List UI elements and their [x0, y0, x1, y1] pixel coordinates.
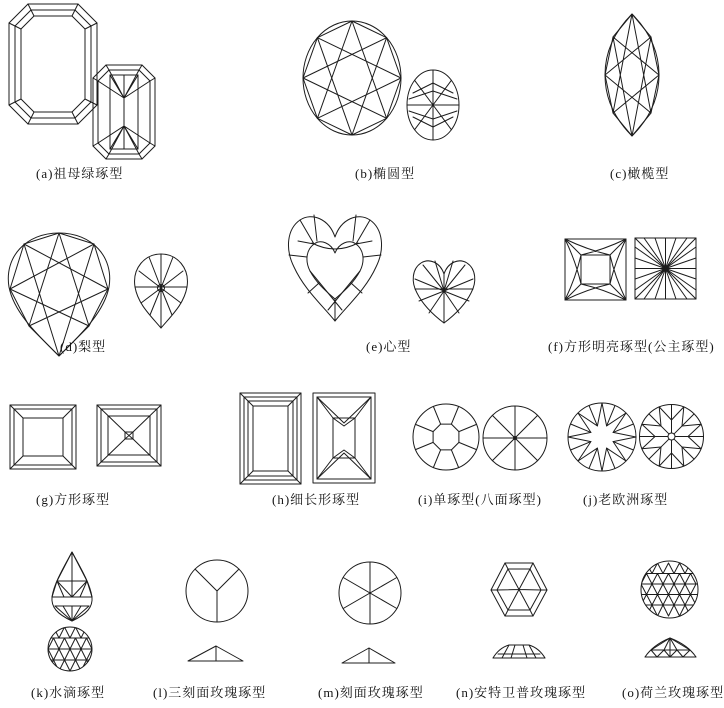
caption-oval-cut: (b)椭圆型 — [355, 166, 416, 181]
facet-rose-top-view — [338, 561, 402, 625]
heart-cut-crown-view — [284, 211, 386, 323]
single-cut-pavilion-view — [481, 404, 549, 472]
antwerp-rose-top-view — [490, 562, 548, 617]
baguette-cut-crown-view — [239, 392, 302, 485]
briolette-side-view — [46, 551, 97, 622]
briolette-top-view — [47, 626, 93, 672]
emerald-cut-pavilion-view — [92, 64, 156, 160]
caption-heart-cut: (e)心型 — [366, 339, 412, 354]
three-facet-rose-top-view — [185, 559, 249, 623]
caption-old-european-cut: (j)老欧洲琢型 — [583, 492, 669, 507]
caption-three-facet-rose: (l)三刻面玫瑰琢型 — [153, 685, 267, 700]
heart-cut-pavilion-view — [411, 257, 477, 325]
emerald-cut-crown-view — [8, 3, 98, 125]
baguette-cut-pavilion-view — [312, 392, 377, 485]
three-facet-rose-side-view — [187, 645, 244, 663]
caption-briolette-cut: (k)水滴琢型 — [31, 685, 106, 700]
facet-rose-side-view — [341, 646, 396, 664]
dutch-rose-top-view — [640, 560, 699, 619]
caption-baguette-cut: (h)细长形琢型 — [272, 492, 361, 507]
caption-single-cut: (i)单琢型(八面琢型) — [418, 492, 542, 507]
caption-facet-rose: (m)刻面玫瑰琢型 — [318, 685, 424, 700]
square-cut-pavilion-view — [96, 404, 162, 468]
caption-marquise-cut: (c)橄榄型 — [610, 166, 670, 181]
princess-cut-crown-view — [564, 238, 628, 302]
old-european-cut-crown-view — [567, 402, 637, 472]
dutch-rose-side-view — [644, 636, 697, 658]
single-cut-crown-view — [411, 402, 481, 472]
caption-emerald-cut: (a)祖母绿琢型 — [36, 166, 124, 181]
marquise-cut-crown-view — [604, 13, 660, 137]
square-cut-crown-view — [9, 404, 77, 470]
caption-square-cut: (g)方形琢型 — [36, 492, 111, 507]
caption-pear-cut: (d)梨型 — [60, 339, 107, 354]
oval-cut-pavilion-view — [406, 69, 460, 141]
caption-dutch-rose: (o)荷兰玫瑰琢型 — [622, 685, 724, 700]
antwerp-rose-side-view — [492, 639, 546, 659]
old-european-cut-pavilion-view — [638, 403, 705, 470]
pear-cut-pavilion-view — [132, 251, 190, 329]
caption-princess-cut: (f)方形明亮琢型(公主琢型) — [548, 339, 715, 354]
caption-antwerp-rose: (n)安特卫普玫瑰琢型 — [456, 685, 587, 700]
princess-cut-pavilion-view — [634, 237, 698, 301]
oval-cut-crown-view — [302, 20, 402, 136]
